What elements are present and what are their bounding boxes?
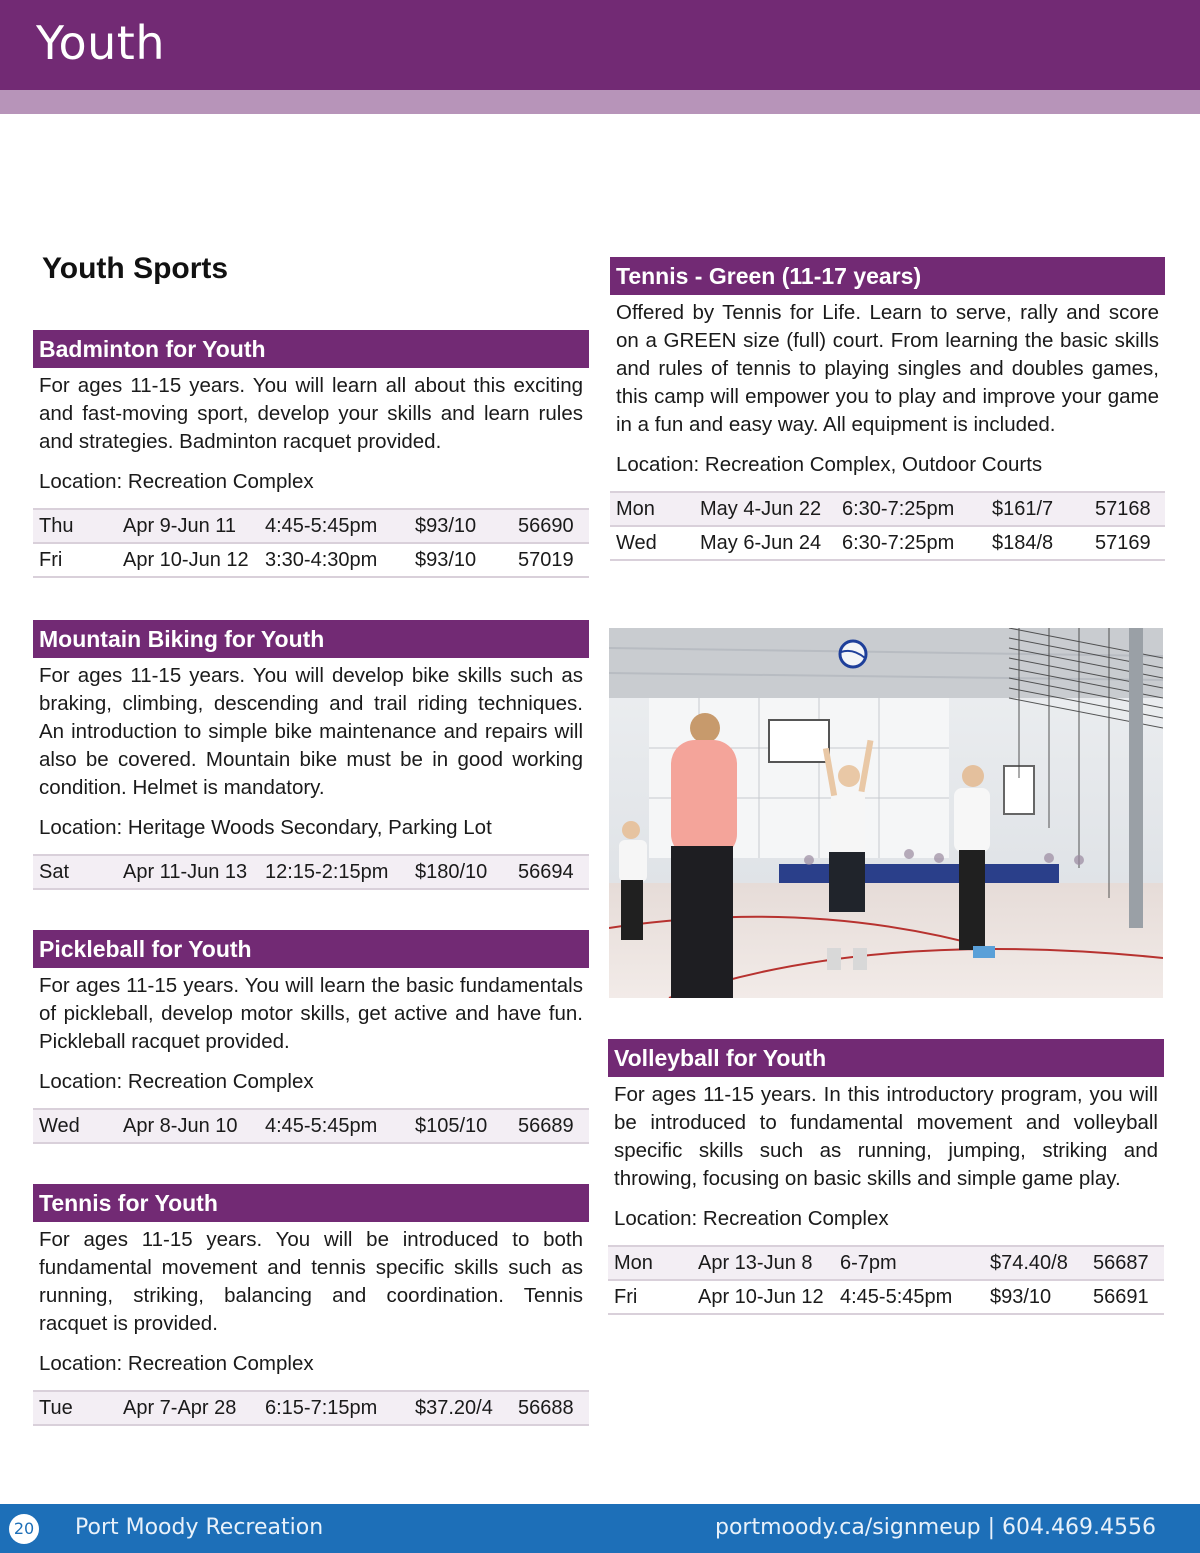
fee-cell: $161/7 [992,497,1054,520]
dates-cell: Apr 11-Jun 13 [123,860,248,883]
program-card-volleyball [608,1039,1164,1315]
schedule-row [610,492,1165,526]
program-title: Mountain Biking for Youth [33,620,589,658]
schedule-table [33,508,589,578]
dates-cell: Apr 10-Jun 12 [123,548,249,571]
section-heading: Youth Sports [42,252,229,285]
day-cell: Fri [39,548,63,571]
fee-cell: $37.20/4 [415,1396,493,1419]
program-location: Location: Recreation Complex [614,1207,889,1230]
schedule-row [33,1391,589,1425]
course-code-cell: 57169 [1095,531,1151,554]
program-card-pickleball [33,930,589,1144]
fee-cell: $74.40/8 [990,1251,1068,1274]
page-header-banner [0,0,1200,90]
time-cell: 4:45-5:45pm [840,1285,953,1308]
schedule-row [33,1109,589,1143]
course-code-cell: 56689 [518,1114,574,1137]
time-cell: 4:45-5:45pm [265,1114,378,1137]
program-location: Location: Heritage Woods Secondary, Parking Lot [39,816,492,839]
course-code-cell: 56690 [518,514,574,537]
dates-cell: May 6-Jun 24 [700,531,822,554]
dates-cell: May 4-Jun 22 [700,497,822,520]
dates-cell: Apr 7-Apr 28 [123,1396,237,1419]
program-location: Location: Recreation Complex [39,470,314,493]
program-description: For ages 11-15 years. You will develop bike skills such as braking, climbing, descending and trail riding techniques. An introduction to simple bike maintenance and repairs will also be covered. Mountain bike must be in good working condition. Helmet is mandatory. [39,664,583,799]
course-code-cell: 57168 [1095,497,1151,520]
time-cell: 4:45-5:45pm [265,514,378,537]
page-number: 20 [9,1514,39,1544]
day-cell: Tue [39,1396,73,1419]
program-description: For ages 11-15 years. You will learn all about this exciting and fast-moving sport, develop your skills and learn rules and strategies. Badminton racquet provided. [39,374,583,453]
schedule-row [33,855,589,889]
fee-cell: $93/10 [990,1285,1052,1308]
dates-cell: Apr 8-Jun 10 [123,1114,238,1137]
fee-cell: $180/10 [415,860,488,883]
footer-contact-link[interactable]: portmoody.ca/signmeup | 604.469.4556 [715,1515,1156,1540]
course-code-cell: 57019 [518,548,574,571]
time-cell: 12:15-2:15pm [265,860,389,883]
program-card-badminton [33,330,589,578]
program-description: For ages 11-15 years. You will learn the basic fundamentals of pickleball, develop motor skills, get active and have fun. Pickleball racquet provided. [39,974,583,1053]
program-card-tennis-green [610,257,1165,561]
course-code-cell: 56691 [1093,1285,1149,1308]
program-location: Location: Recreation Complex, Outdoor Courts [616,453,1043,476]
time-cell: 6-7pm [840,1251,897,1274]
schedule-row [33,543,589,577]
course-code-cell: 56694 [518,860,574,883]
program-description: Offered by Tennis for Life. Learn to serve, rally and score on a GREEN size (full) court. From learning the basic skills and rules of tennis to playing singles and doubles games, this camp will empower you to play and improve your game in a fun and easy way. All equipment is included. [616,301,1159,436]
day-cell: Mon [614,1251,653,1274]
fee-cell: $184/8 [992,531,1054,554]
time-cell: 6:15-7:15pm [265,1396,378,1419]
program-description: For ages 11-15 years. In this introductory program, you will be introduced to fundamental movement and volleyball specific skills such as running, jumping, striking and throwing, focusing on basic skills and simple game play. [614,1083,1158,1190]
program-location: Location: Recreation Complex [39,1070,314,1093]
day-cell: Wed [39,1114,80,1137]
fee-cell: $93/10 [415,514,477,537]
day-cell: Fri [614,1285,638,1308]
page-title: Youth [36,16,165,70]
dates-cell: Apr 10-Jun 12 [698,1285,824,1308]
volleyball-photo [609,628,1163,998]
schedule-table [610,491,1165,561]
time-cell: 3:30-4:30pm [265,548,378,571]
schedule-table [33,1390,589,1426]
course-code-cell: 56688 [518,1396,574,1419]
schedule-row [608,1246,1164,1280]
program-title: Badminton for Youth [33,330,589,368]
day-cell: Mon [616,497,655,520]
time-cell: 6:30-7:25pm [842,531,955,554]
schedule-row [33,509,589,543]
fee-cell: $93/10 [415,548,477,571]
day-cell: Wed [616,531,657,554]
program-card-mountain-biking [33,620,589,890]
program-title: Volleyball for Youth [608,1039,1164,1077]
program-description: For ages 11-15 years. You will be introduced to both fundamental movement and tennis specific skills such as running, striking, balancing and coordination. Tennis racquet is provided. [39,1228,583,1335]
program-title: Tennis for Youth [33,1184,589,1222]
schedule-table [33,1108,589,1144]
course-code-cell: 56687 [1093,1251,1149,1274]
program-title: Pickleball for Youth [33,930,589,968]
time-cell: 6:30-7:25pm [842,497,955,520]
schedule-row [610,526,1165,560]
schedule-table [608,1245,1164,1315]
fee-cell: $105/10 [415,1114,488,1137]
program-card-tennis-youth [33,1184,589,1426]
schedule-table [33,854,589,890]
day-cell: Sat [39,860,70,883]
program-title: Tennis - Green (11-17 years) [610,257,1165,295]
page-footer [0,1504,1200,1553]
program-location: Location: Recreation Complex [39,1352,314,1375]
dates-cell: Apr 9-Jun 11 [123,514,237,537]
header-accent-band [0,90,1200,114]
schedule-row [608,1280,1164,1314]
dates-cell: Apr 13-Jun 8 [698,1251,813,1274]
footer-organization: Port Moody Recreation [75,1515,324,1540]
day-cell: Thu [39,514,74,537]
